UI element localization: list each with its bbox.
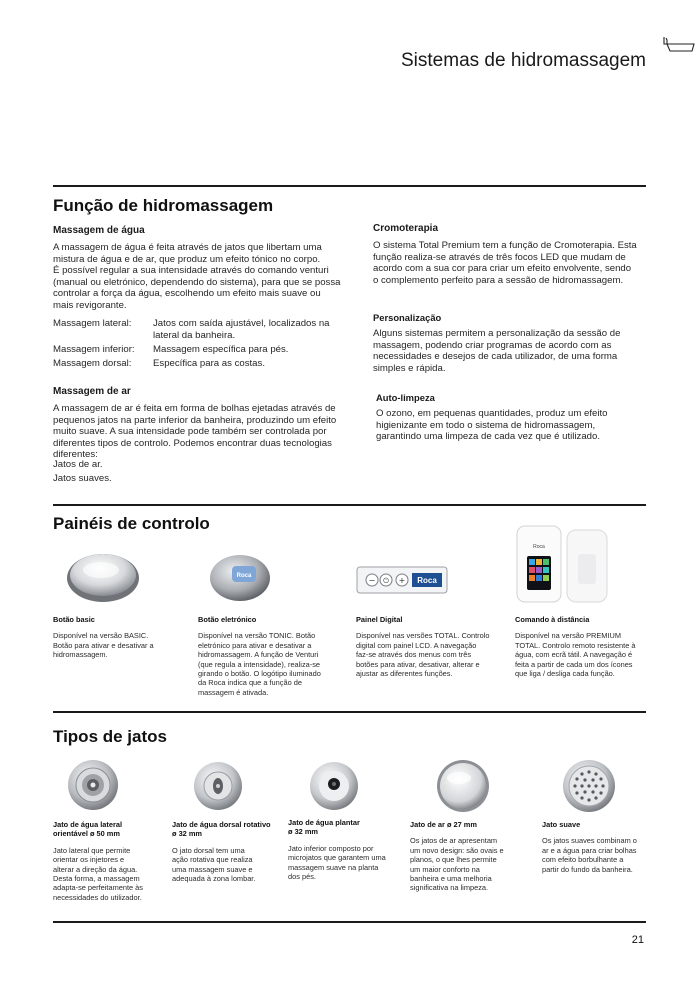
panel-card-basic — [53, 615, 193, 660]
text-line: ação rotativa que realiza — [172, 855, 253, 865]
text-line: O ozono, em pequenas quantidades, produz um efeito — [376, 408, 608, 419]
text-line: lateral da banheira. — [153, 330, 236, 341]
text-line: (que regula a intensidade), realiza-se — [198, 659, 321, 669]
bathtub-icon — [662, 36, 696, 54]
card-title-line: ø 32 mm — [288, 827, 318, 837]
text-line: com efeito borbulhante a — [542, 855, 624, 865]
text-line: É possível regular a sua intensidade através do comando venturi — [53, 265, 329, 277]
plus-icon: + — [398, 576, 406, 585]
basic-button-image — [65, 548, 141, 604]
text-line: Os jatos de ar apresentam — [410, 836, 498, 846]
text-line: um novo design: são ovais e — [410, 845, 504, 855]
dorsal-jet-image — [192, 760, 244, 812]
text-line: um maior conforto na — [410, 864, 480, 874]
minus-icon: − — [368, 576, 376, 585]
plantar-jet-image — [308, 760, 360, 812]
text-line: eletrónico para ativar e desativar a — [198, 640, 312, 650]
list-item: Jatos de ar. — [53, 459, 103, 470]
roca-logo: Roca — [236, 573, 252, 579]
remote-control-image — [515, 524, 611, 604]
text-line: água, com ecrã tátil. A navegação é — [515, 650, 633, 660]
card-title: Botão eletrónico — [198, 615, 257, 624]
card-title: Botão basic — [53, 615, 95, 624]
paragraph-massagem-ar — [53, 403, 353, 461]
roca-logo: Roca — [417, 576, 437, 585]
text-line: TOTAL. Controlo remoto resistente à — [515, 640, 636, 650]
electronic-button-image — [208, 551, 272, 603]
text-line: botões para ativar, desativar, alterar e — [356, 659, 480, 669]
text-line: A massagem de ar é feita em forma de bolhas ejetadas através de — [53, 403, 336, 414]
section-divider — [53, 185, 646, 187]
massage-type-desc: Específica para as costas. — [153, 358, 265, 369]
text-line: alterar a direção da água. — [53, 864, 138, 874]
text-line: diferentes tipos de controlo. Podemos encontrar duas tecnologias — [53, 437, 332, 449]
text-line: girando o botão. O logótipo iluminado — [198, 669, 321, 679]
footer-divider — [53, 921, 646, 923]
text-line: Desta forma, a massagem — [53, 874, 140, 884]
text-line: garantindo uma limpeza de cada vez que é utilizado. — [376, 431, 600, 443]
text-line: o complemento perfeito para a sessão de hidromassagem. — [373, 274, 624, 286]
text-line: Disponível na versão TONIC. Botão — [198, 631, 316, 641]
text-line: significativa na limpeza. — [410, 883, 489, 893]
power-icon: ⏻ — [383, 577, 389, 585]
text-line: mais revigorante. — [53, 299, 127, 311]
massage-type-row — [53, 358, 353, 372]
lateral-jet-image — [66, 758, 120, 812]
text-line: hidromassagem. — [53, 650, 108, 660]
text-line: orientar os injetores e — [53, 855, 125, 865]
text-line: Disponível na versão PREMIUM — [515, 631, 621, 641]
text-line: Disponível na versão BASIC. — [53, 631, 149, 641]
section-divider — [53, 504, 646, 506]
paragraph-personalizacao — [373, 328, 673, 374]
card-title-line: orientável ø 50 mm — [53, 829, 120, 839]
massage-type-row — [53, 318, 353, 341]
text-line: mistura de água e de ar, que produz um efeito tónico no corpo. — [53, 253, 321, 265]
massage-type-label: Massagem dorsal: — [53, 358, 132, 369]
text-line: hidromassagem. A função de Venturi — [198, 650, 319, 660]
text-line: planos, o que lhes permite — [410, 855, 497, 865]
text-line: Jatos com saída ajustável, localizados na — [153, 318, 330, 329]
text-line: massagem é ativada. — [198, 687, 269, 697]
list-item: Jatos suaves. — [53, 473, 112, 484]
text-line: adequada à zona lombar. — [172, 874, 256, 884]
section-divider — [53, 711, 646, 713]
massage-type-label: Massagem inferior: — [53, 344, 135, 355]
paragraph-massagem-agua — [53, 242, 353, 312]
text-line: da Roca indica que a função de — [198, 678, 302, 688]
text-line: Jato lateral que permite — [53, 845, 131, 855]
text-line: Alguns sistemas permitem a personalização da sessão de — [373, 328, 621, 339]
text-line: muito suave. A sua intensidade pode também ser controlada por — [53, 426, 327, 438]
card-title-line: ø 32 mm — [172, 829, 202, 839]
panel-card-remoto — [515, 615, 655, 678]
text-line: microjatos que garantem uma — [288, 853, 386, 863]
card-title-line: Jato de água dorsal rotativo — [172, 820, 271, 829]
massage-type-row — [53, 344, 353, 358]
text-line: dos pés. — [288, 872, 316, 882]
text-line: massagem suave na planta — [288, 862, 379, 872]
card-title: Comando à distância — [515, 615, 590, 624]
card-title-line: Jato de ar ø 27 mm — [410, 820, 477, 829]
text-line: feita a partir de cada um dos ícones — [515, 659, 633, 669]
text-line: O jato dorsal tem uma — [172, 845, 245, 855]
card-title: Painel Digital — [356, 615, 403, 624]
text-line: uma massagem suave e — [172, 864, 253, 874]
massage-type-desc: Massagem específica para pés. — [153, 344, 289, 355]
text-line: ar e a água para criar bolhas — [542, 845, 637, 855]
panel-card-eletronico — [198, 615, 348, 697]
text-line: (manual ou eletrónico, dependendo do sistema), para que se possa — [53, 276, 341, 288]
soft-jet-image — [561, 758, 617, 814]
jet-card-lateral — [53, 820, 168, 902]
text-line: necessidades do utilizador. — [53, 892, 142, 902]
page-title: Sistemas de hidromassagem — [401, 50, 646, 71]
subheading-cromoterapia: Cromoterapia — [373, 223, 439, 234]
text-line: simples e rápida. — [373, 362, 446, 374]
massage-type-label: Massagem lateral: — [53, 318, 132, 329]
paragraph-auto-limpeza — [376, 408, 676, 443]
roca-logo: Roca — [533, 544, 545, 550]
text-line: ajustar as diferentes funções. — [356, 669, 453, 679]
text-line: diferentes: — [53, 449, 98, 461]
text-line: massagem, podendo criar programas de acordo com as — [373, 339, 612, 351]
subheading-personalizacao: Personalização — [373, 312, 442, 323]
jet-card-suave — [542, 820, 657, 874]
page-number: 21 — [631, 934, 644, 946]
section-title-jatos: Tipos de jatos — [53, 727, 167, 746]
text-line: função realiza-se através de três focos LED que mudam de — [373, 251, 626, 263]
text-line: acordo com a sua cor para criar um efeito envolvente, sendo — [373, 263, 632, 275]
text-line: A massagem de água é feita através de jatos que libertam uma — [53, 242, 322, 253]
text-line: Botão para ativar e desativar a — [53, 640, 154, 650]
text-line: necessidades e desejos de cada utilizador, de uma forma — [373, 351, 618, 363]
section-title-funcao: Função de hidromassagem — [53, 196, 274, 215]
text-line: Jato inferior composto por — [288, 843, 374, 853]
text-line: higienizante em todo o sistema de hidromassagem, — [376, 419, 596, 431]
text-line: O sistema Total Premium tem a função de Cromoterapia. Esta — [373, 240, 637, 251]
digital-panel-image — [356, 565, 448, 595]
text-line: faz-se através dos menus com três — [356, 650, 472, 660]
jet-card-ar — [410, 820, 530, 893]
panel-card-digital — [356, 615, 511, 678]
massage-type-desc — [153, 318, 349, 342]
jet-card-dorsal — [172, 820, 287, 883]
card-title-line: Jato de água lateral — [53, 820, 123, 829]
section-title-paineis: Painéis de controlo — [53, 514, 210, 533]
air-jet-image — [435, 758, 491, 814]
text-line: Disponível nas versões TOTAL. Controlo — [356, 631, 490, 641]
text-line: adapta-se perfeitamente às — [53, 883, 143, 893]
paragraph-cromoterapia — [373, 240, 673, 286]
text-line: digital com painel LCD. A navegação — [356, 640, 477, 650]
text-line: que liga / desliga cada função. — [515, 669, 615, 679]
text-line: partir do fundo da banheira. — [542, 864, 633, 874]
subheading-auto-limpeza: Auto-limpeza — [376, 392, 435, 403]
text-line: banheira e uma melhoria — [410, 874, 492, 884]
card-title-line: Jato de água plantar — [288, 818, 360, 827]
subheading-massagem-ar: Massagem de ar — [53, 386, 131, 397]
jet-card-plantar — [288, 818, 406, 881]
subheading-massagem-agua: Massagem de água — [53, 225, 145, 236]
text-line: pequenos jatos na parte inferior da banheira, produzindo um efeito — [53, 414, 337, 426]
card-title-line: Jato suave — [542, 820, 581, 829]
text-line: controlar a força da água, escolhendo um efeito mais suave ou — [53, 288, 321, 300]
text-line: Os jatos suaves combinam o — [542, 836, 637, 846]
